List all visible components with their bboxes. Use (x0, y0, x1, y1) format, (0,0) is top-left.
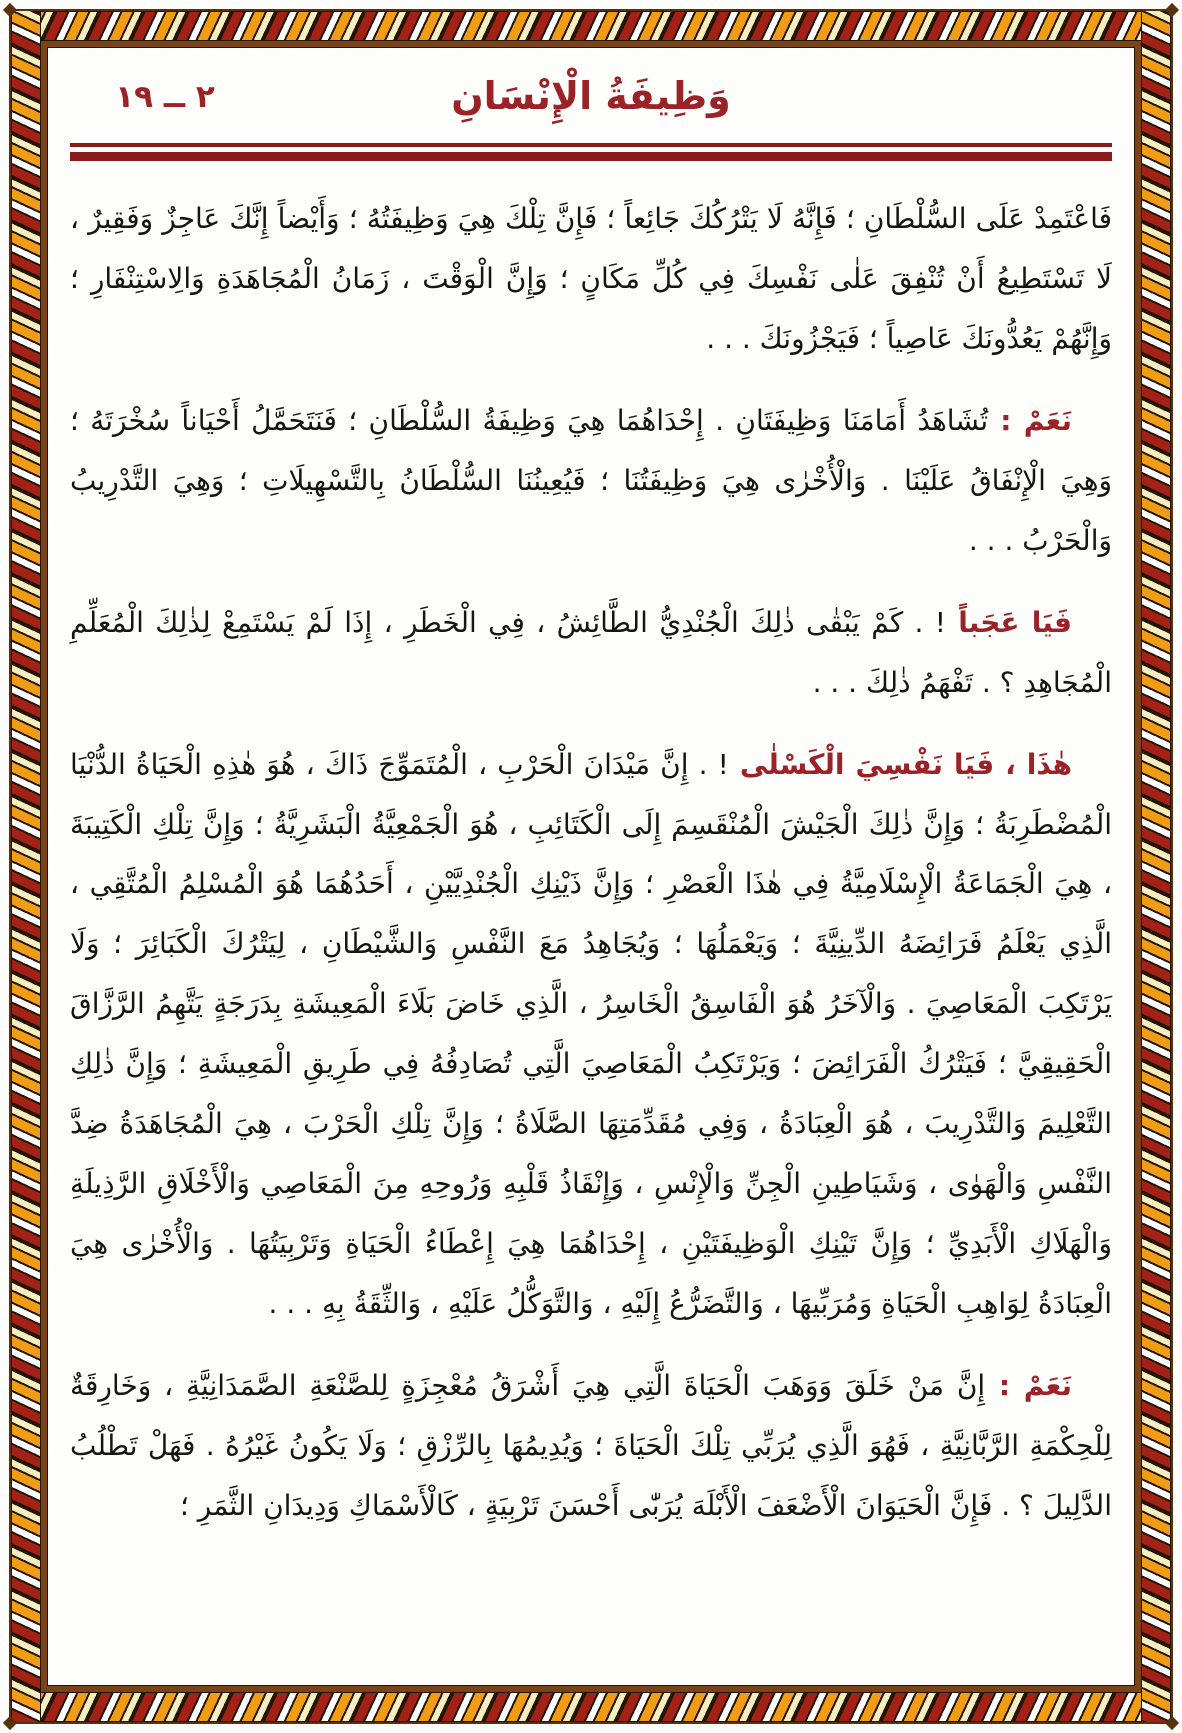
body-text (70, 189, 1112, 1535)
border-chain-bottom (11, 1692, 1171, 1722)
paragraph: هٰذَا ، فَيَا نَفْسِيَ الْكَسْلٰى ! . إِنَّ مَيْدَانَ الْحَرْبِ ، الْمُتَمَوِّجَ ذَاكَ ، هُوَ هٰذِهِ الْحَيَاةُ الدُّنْيَا الْمُضْطَرِبَةُ ؛ وَإِنَّ ذٰلِكَ الْجَيْشَ الْمُنْقَسِمَ إِلَى الْكَتَائِبِ ، هُوَ الْجَمْعِيَّةُ الْبَشَرِيَّةُ ؛ وَإِنَّ تِلْكِ الْكَتِيبَةَ ، هِيَ الْجَمَاعَةُ الْإِسْلَامِيَّةُ فِي هٰذَا الْعَصْرِ ؛ وَإِنَّ ذَيْنِكِ الْجُنْدِيَّيْنِ ، أَحَدُهُمَا هُوَ الْمُسْلِمُ الْمُتَّقِي ، الَّذِي يَعْلَمُ فَرَائِضَهُ الدِّينِيَّةَ ؛ وَيَعْمَلُهَا ؛ وَيُجَاهِدُ مَعَ النَّفْسِ وَالشَّيْطَانِ ، لِيَتْرُكَ الْكَبَائِرَ ؛ وَلَا يَرْتَكِبَ الْمَعَاصِيَ . وَالْآخَرُ هُوَ الْفَاسِقُ الْخَاسِرُ ، الَّذِي خَاضَ بَلَاءَ الْمَعِيشَةِ بِدَرَجَةٍ يَتَّهِمُ الرَّزَّاقَ الْحَقِيقِيَّ ؛ فَيَتْرُكُ الْفَرَائِضَ ؛ وَيَرْتَكِبُ الْمَعَاصِيَ الَّتِي تُصَادِفُهُ فِي طَرِيقِ الْمَعِيشَةِ ؛ وَإِنَّ ذٰلِكِ التَّعْلِيمَ وَالتَّدْرِيبَ ، هُوَ الْعِبَادَةُ ، وَفِي مُقَدِّمَتِهَا الصَّلَاةُ ؛ وَإِنَّ تِلْكِ الْحَرْبَ ، هِيَ الْمُجَاهَدَةُ ضِدَّ النَّفْسِ وَالْهَوٰى ، وَشَيَاطِينِ الْجِنِّ وَالْإِنْسِ ، وَإِنْقَاذُ قَلْبِهِ وَرُوحِهِ مِنَ الْمَعَاصِي وَالْأَخْلَاقِ الرَّذِيلَةِ وَالْهَلَاكِ الْأَبَدِيِّ ؛ وَإِنَّ تَيْنِكِ الْوَظِيفَتَيْنِ ، إِحْدَاهُمَا هِيَ إِعْطَاءُ الْحَيَاةِ وَتَرْبِيَتُهَا . وَالْأُخْرٰى هِيَ الْعِبَادَةُ لِوَاهِبِ الْحَيَاةِ وَمُرَبِّيهَا ، وَالتَّضَرُّعُ إِلَيْهِ ، وَالتَّوَكُّلُ عَلَيْهِ ، وَالثِّقَةُ بِهِ . . . (70, 747, 1112, 1320)
paragraph-lead: نَعَمْ : (988, 404, 1072, 438)
paragraph: نَعَمْ : تُشَاهَدُ أَمَامَنَا وَظِيفَتَانِ . إِحْدَاهُمَا هِيَ وَظِيفَةُ السُّلْطَانِ ؛ فَنَتَحَمَّلُ أَحْيَاناً سُخْرَتَهُ ؛ وَهِيَ الْإِنْفَاقُ عَلَيْنَا . وَالْأُخْرٰى هِيَ وَظِيفَتُنَا ؛ فَيُعِينُنَا السُّلْطَانُ بِالتَّسْهِيلَاتِ ؛ وَهِيَ التَّدْرِيبُ وَالْحَرْبُ . . . (70, 404, 1112, 557)
page-header (70, 72, 1112, 121)
border-chain-left (11, 11, 41, 1722)
paragraph-lead: فَيَا عَجَباً (946, 605, 1073, 639)
paragraph: فَاعْتَمِدْ عَلَى السُّلْطَانِ ؛ فَإِنَّهُ لَا يَتْرُكُكَ جَائِعاً ؛ فَإِنَّ تِلْكَ هِيَ وَظِيفَتُهُ ؛ وَأَيْضاً إِنَّكَ عَاجِزٌ وَفَقِيرٌ ، لَا تَسْتَطِيعُ أَنْ تُنْفِقَ عَلٰى نَفْسِكَ فِي كُلِّ مَكَانٍ ؛ وَإِنَّ الْوَقْتَ ، زَمَانُ الْمُجَاهَدَةِ وَالِاسْتِنْفَارِ ؛ وَإِنَّهُمْ يَعُدُّونَكَ عَاصِياً ؛ فَيَجْزُونَكَ . . . (70, 202, 1112, 356)
border-chain-top (11, 11, 1171, 41)
page-title: وَظِيفَةُ الْإِنْسَانِ (451, 74, 731, 118)
paragraph-lead: هٰذَا ، فَيَا نَفْسِيَ الْكَسْلٰى (728, 747, 1072, 781)
paragraph: فَيَا عَجَباً ! . كَمْ يَبْقٰى ذٰلِكَ الْجُنْدِيُّ الطَّائِشُ ، فِي الْخَطَرِ ، إِذَا لَمْ يَسْتَمِعْ لِذٰلِكَ الْمُعَلِّمِ الْمُجَاهِدِ ؟ . تَفْهَمُ ذٰلِكَ . . . (70, 605, 1112, 699)
paragraph-lead: نَعَمْ : (985, 1368, 1072, 1402)
paragraph: نَعَمْ : إِنَّ مَنْ خَلَقَ وَوَهَبَ الْحَيَاةَ الَّتِي هِيَ أَشْرَقُ مُعْجِزَةٍ لِلصَّنْعَةِ الصَّمَدَانِيَّةِ ، وَخَارِقَةٌ لِلْحِكْمَةِ الرَّبَّانِيَّةِ ، فَهُوَ الَّذِي يُرَبِّي تِلْكَ الْحَيَاةَ ؛ وَيُدِيمُهَا بِالرِّزْقِ ؛ وَلَا يَكُونُ غَيْرُهُ . فَهَلْ تَطْلُبُ الدَّلِيلَ ؟ . فَإِنَّ الْحَيَوَانَ الْأَضْعَفَ الْأَبْلَهَ يُرَبّٰى أَحْسَنَ تَرْبِيَةٍ ، كَالْأَسْمَاكِ وَدِيدَانِ الثَّمَرِ ؛ (70, 1368, 1112, 1522)
content-area (70, 46, 1112, 1683)
page-number: ٢ ــ ١٩ (115, 78, 215, 115)
border-chain-right (1141, 11, 1171, 1722)
title-divider (70, 143, 1112, 161)
